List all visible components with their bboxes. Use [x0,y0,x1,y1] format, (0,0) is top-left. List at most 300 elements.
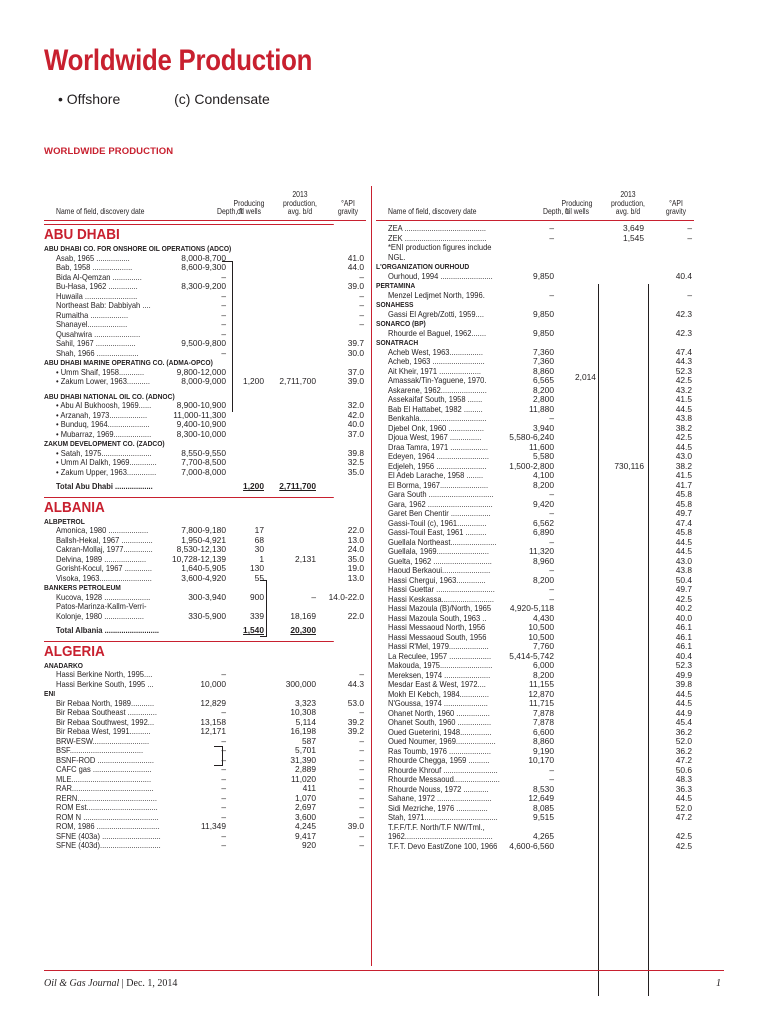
field-name: Hassi Mazoula South, 1963 .. [388,612,487,623]
header-depth: Depth, ft [217,207,243,217]
header-production: 2013 production, avg. b/d [283,190,317,217]
field-name: ROM Est.................................. [56,802,158,813]
api-value: 42.5 [675,432,692,443]
depth-value: 9,420 [533,498,554,509]
api-value: 40.4 [675,650,692,661]
field-name: Mokh El Kebch, 1984.............. [388,688,489,699]
header-wells: Producing oil wells [233,198,265,217]
field-name: Ras Toumb, 1976 .................... [388,745,491,756]
field-name: 1962.......................................... [388,831,493,842]
depth-value: 12,870 [528,688,554,699]
field-name: Ohanet South, 1960 ................ [388,717,492,728]
abu-dhabi-bracket [222,261,233,412]
depth-value: – [221,328,226,339]
operator-heading: SONATRACH [376,338,419,348]
depth-value: 7,360 [533,356,554,367]
depth-value: 330-5,900 [188,610,226,621]
depth-value: 8,860 [533,736,554,747]
api-value: 45.8 [675,489,692,500]
field-name: • Mubarraz, 1969.................. [56,428,152,439]
depth-value: 4,600-6,560 [509,840,554,851]
depth-value: 5,580-6,240 [509,432,554,443]
production-value: – [311,591,316,602]
field-name: Bir Rebaa Southeast .............. [56,707,157,718]
field-name: Gassi-Touil East, 1961 .......... [388,527,487,538]
operator-heading: ABU DHABI NATIONAL OIL CO. (ADNOC) [44,391,175,401]
api-value: – [359,811,364,822]
production-value: 18,169 [290,610,316,621]
wells-value: 68 [254,534,264,545]
depth-value: 8,600-9,300 [181,262,226,273]
field-name: Hassi Messaoud North, 1956 [388,622,486,633]
field-name: Menzel Ledjmet North, 1996. [388,289,485,300]
field-name: Huwaila ......................... [56,290,138,301]
depth-value: 12,171 [200,726,226,737]
depth-value: 9,500-9,800 [181,338,226,349]
depth-value: – [549,774,554,785]
field-name: • Zakum Upper, 1963.............. [56,466,157,477]
depth-value: – [221,783,226,794]
api-value: – [359,754,364,765]
api-value: 47.4 [675,517,692,528]
api-value: 39.7 [347,338,364,349]
depth-value: 12,649 [528,793,554,804]
api-value: 42.3 [675,327,692,338]
api-value: 36.2 [675,726,692,737]
depth-value: 7,760 [533,641,554,652]
production-value: 2,697 [295,802,316,813]
api-value: 22.0 [347,525,364,536]
field-name: Gara South ............................... [388,489,494,500]
api-value: 52.3 [675,660,692,671]
field-name: RAR....................................... [56,783,154,794]
depth-value: 8,200 [533,384,554,395]
depth-value: 9,850 [533,327,554,338]
api-value: 39.0 [347,821,364,832]
api-value: 39.0 [347,281,364,292]
depth-value: 6,000 [533,660,554,671]
api-value: 44.5 [675,403,692,414]
production-value: 16,198 [290,726,316,737]
legend-condensate: (c) Condensate [174,91,270,107]
operator-heading: ZAKUM DEVELOPMENT CO. (ZADCO) [44,439,165,449]
field-name: Edeyen, 1964 ......................... [388,451,489,462]
field-name: Mereksen, 1974 ...................... [388,669,491,680]
table-header [376,186,694,220]
field-name: Acheb, 1963 ......................... [388,356,485,367]
depth-value: 11,320 [529,546,554,557]
legend-offshore: • Offshore [58,91,121,107]
wells-value: 17 [254,525,264,536]
anadarko-bracket [214,746,223,766]
api-value: 39.0 [347,376,364,387]
field-name: ROM N .................................... [56,811,159,822]
depth-value: 8,000-9,000 [181,376,226,387]
table-header [44,186,366,220]
depth-value: 7,700-8,500 [181,457,226,468]
api-value: – [359,290,364,301]
operator-heading: SONARCO (BP) [376,319,426,329]
api-value: 35.0 [347,466,364,477]
field-name: Northeast Bab: Dabbiyah .... [56,300,151,311]
field-name: Djoua West, 1967 ............... [388,432,482,443]
production-value: 31,390 [290,754,316,765]
field-name: Edjeleh, 1956 ........................ [388,460,487,471]
depth-value: – [221,764,226,775]
wells-value: 1 [259,553,264,564]
depth-value: 8,300-9,200 [181,281,226,292]
api-value: 52.3 [675,365,692,376]
depth-value: 3,600-4,920 [181,572,226,583]
production-value: 5,701 [295,745,316,756]
sonatrach-wells-value: 2,014 [575,372,596,382]
depth-value: 11,349 [201,821,226,832]
api-value: – [359,792,364,803]
field-name: Patos-Marinza-Kallm-Verri- [56,601,147,612]
depth-value: – [549,593,554,604]
field-name: Hassi R'Mel, 1979................... [388,641,489,652]
wells-value: 1,200 [243,481,264,492]
field-name: Assekaifaf South, 1958 ....... [388,394,483,405]
api-value: – [359,271,364,282]
column-divider [371,186,372,966]
depth-value: 9,190 [533,745,554,756]
depth-value: 11,600 [529,441,554,452]
depth-value: 9,800-12,000 [176,366,226,377]
depth-value: 8,000-8,700 [181,252,226,263]
api-value: 50.4 [675,574,692,585]
operator-heading: ENI [44,689,56,699]
production-value: 730,116 [614,460,644,471]
depth-value: 9,850 [533,270,554,281]
field-name: Sidi Mezriche, 1976 ............... [388,802,488,813]
api-value: 32.0 [347,400,364,411]
api-value: 47.2 [675,812,692,823]
depth-value: – [549,223,554,234]
country-heading: ALGERIA [44,641,334,661]
api-value: 37.0 [347,428,364,439]
depth-value: 10,500 [528,631,554,642]
depth-value: 5,580 [533,451,554,462]
production-value: 10,308 [290,707,316,718]
depth-value: 4,430 [533,612,554,623]
depth-value: – [549,489,554,500]
api-value: – [359,707,364,718]
depth-value: 8,200 [533,574,554,585]
field-name: Gassi-Touil (c), 1961.............. [388,517,487,528]
api-value: – [359,735,364,746]
depth-value: – [221,792,226,803]
field-name: Ait Kheir, 1971 .................... [388,365,482,376]
field-name: Draa Tamra, 1971 .................. [388,441,488,452]
wells-value: 1,200 [243,376,264,387]
field-name: Sahane, 1972 .......................... [388,793,492,804]
depth-value: 8,860 [533,365,554,376]
field-name: Hassi Messaoud South, 1956 [388,631,487,642]
field-name: Delvina, 1989 .................... [56,553,147,564]
api-value: 45.4 [675,717,692,728]
field-name: Rhourde Chegga, 1959 .......... [388,755,490,766]
depth-value: 2,800 [533,394,554,405]
field-name: Guellala Northeast...................... [388,536,497,547]
api-value: 47.2 [675,755,692,766]
field-name: Rhourde Khrouf .......................... [388,764,498,775]
production-value: 1,070 [295,792,316,803]
depth-value: 8,550-9,550 [181,447,226,458]
api-value: – [687,223,692,234]
operator-heading: ANADARKO [44,660,83,670]
field-name: Bir Rebaa West, 1991.......... [56,726,151,737]
api-value: – [687,289,692,300]
api-value: 53.0 [347,697,364,708]
api-value: 41.5 [675,394,692,405]
operator-heading: PERTAMINA [376,281,416,291]
right-column [376,186,694,851]
production-value: 411 [302,783,316,794]
table-row [44,468,366,478]
operator-heading: L'ORGANIZATION OURHOUD [376,262,470,272]
field-name: ZEK ....................................... [388,232,487,243]
albania-bracket [260,580,267,637]
field-name: Shah, 1966 .................... [56,347,139,358]
field-name: Bu-Hasa, 1962 .............. [56,281,138,292]
field-name: Ourhoud, 1994 ......................... [388,270,493,281]
depth-value: 6,890 [533,527,554,538]
depth-value: 8,530-12,130 [176,544,226,555]
depth-value: – [221,754,226,765]
field-name: T.F.F/T.F. North/T.F NW/Tml., [388,821,485,832]
depth-value: – [221,707,226,718]
operator-heading: SONAHESS [376,300,414,310]
depth-value: – [221,290,226,301]
depth-value: 9,850 [533,308,554,319]
wells-value: 55 [254,572,264,583]
production-value: 3,649 [623,223,644,234]
production-value: 20,300 [290,625,316,636]
depth-value: 8,960 [533,555,554,566]
field-name: Kolonje, 1980 ................... [56,610,144,621]
field-name: Amassak/Tin-Yaguene, 1970. [388,375,487,386]
field-name: • Umm Al Dalkh, 1969............. [56,457,157,468]
api-value: 41.5 [675,470,692,481]
depth-value: 5,414-5,742 [509,650,554,661]
depth-value: 4,920-5,118 [509,603,554,614]
depth-value: – [549,536,554,547]
field-name: Benkahla................................ [388,413,487,424]
api-value: – [359,802,364,813]
production-value: 2,131 [295,553,316,564]
api-value: 44.5 [675,793,692,804]
depth-value: 1,640-5,905 [181,563,226,574]
table-row [44,349,366,359]
depth-value: – [221,830,226,841]
field-name: Guelta, 1962 ............................ [388,555,492,566]
section-heading: WORLDWIDE PRODUCTION [44,146,174,157]
depth-value: – [221,319,226,330]
depth-value: 11,000-11,300 [173,409,226,420]
api-value: 13.0 [347,572,364,583]
api-value: 36.2 [675,745,692,756]
field-name: NGL. [388,251,406,262]
depth-value: – [221,840,226,851]
api-value: 41.0 [347,252,364,263]
field-name: Bir Rebaa North, 1989........... [56,697,155,708]
depth-value: – [221,745,226,756]
production-bracket-line [648,284,649,996]
field-name: BRW-ESW........................... [56,735,150,746]
table-row [44,430,366,440]
depth-value: – [221,773,226,784]
api-value: 39.2 [347,726,364,737]
api-value: 44.5 [675,688,692,699]
production-value: 4,245 [295,821,316,832]
field-name: BSF................................... [56,745,144,756]
api-value: 42.5 [675,831,692,842]
header-production: 2013 production, avg. b/d [611,190,645,217]
depth-value: 11,155 [529,679,554,690]
depth-value: 3,940 [533,422,554,433]
api-value: 42.3 [675,308,692,319]
field-name: Djebel Onk, 1960 ................. [388,422,484,433]
wells-value: 1,540 [243,625,264,636]
api-value: – [359,783,364,794]
depth-value: 12,829 [200,697,226,708]
operator-heading: BANKERS PETROLEUM [44,583,121,593]
wells-value: 130 [250,563,264,574]
api-value: 43.2 [675,384,692,395]
field-name: Oued Noumer, 1969................... [388,736,496,747]
footer-journal: Oil & Gas Journal [44,978,120,989]
api-value: 35.0 [347,553,364,564]
depth-value: 10,000 [200,678,226,689]
depth-value: 8,085 [533,802,554,813]
api-value: 42.5 [675,593,692,604]
field-name: Bab, 1958 ................... [56,262,133,273]
production-value: 1,545 [623,232,644,243]
api-value: 44.5 [675,536,692,547]
field-name: Amonica, 1980 ................... [56,525,149,536]
api-value: 44.0 [347,262,364,273]
country-heading: ABU DHABI [44,224,334,244]
field-name: Shanayel................... [56,319,128,330]
api-value: 46.1 [675,641,692,652]
api-value: – [359,745,364,756]
depth-value: 8,300-10,000 [176,428,226,439]
production-value: 3,323 [295,697,316,708]
table-row [376,253,694,263]
field-name: Ohanet North, 1960 ................ [388,707,490,718]
wells-bracket-line [598,284,599,996]
depth-value: 8,200 [533,669,554,680]
api-value: 49.9 [675,669,692,680]
wells-value: 900 [250,591,264,602]
table-row [44,574,366,584]
field-name: ZEA ....................................... [388,223,487,234]
depth-value: 8,530 [533,783,554,794]
api-value: 46.1 [675,622,692,633]
field-name: Cakran-Mollaj, 1977.............. [56,544,153,555]
field-name: Rumaitha .................. [56,309,129,320]
api-value: 40.4 [675,270,692,281]
field-name: Visoka, 1963......................... [56,572,152,583]
field-name: Oued Gueterini, 1948............... [388,726,492,737]
operator-heading: ABU DHABI CO. FOR ONSHORE OIL OPERATIONS (ADCO) [44,244,232,254]
depth-value: – [221,802,226,813]
api-value: – [359,300,364,311]
api-value: 44.9 [675,707,692,718]
operator-heading: ABU DHABI MARINE OPERATING CO. (ADMA-OPCO) [44,358,213,368]
right-rows [376,224,694,851]
api-value: 45.8 [675,498,692,509]
depth-value: – [549,413,554,424]
field-name: SFNE (403a) ............................ [56,830,161,841]
api-value: 22.0 [347,610,364,621]
footer-rule [44,970,724,971]
production-value: 2,711,700 [279,376,316,387]
api-value: – [359,830,364,841]
field-name: Bab El Hattabet, 1982 ......... [388,403,483,414]
depth-value: 8,900-10,900 [176,400,226,411]
depth-value: – [549,565,554,576]
api-value: – [359,840,364,851]
production-value: 11,020 [291,773,316,784]
api-value: 49.7 [675,584,692,595]
table-row [376,272,694,282]
field-name: Hassi Chergui, 1963.............. [388,574,486,585]
api-value: 48.3 [675,774,692,785]
api-value: 39.8 [675,679,692,690]
depth-value: – [221,735,226,746]
api-value: 36.3 [675,783,692,794]
api-value: 50.6 [675,764,692,775]
depth-value: 13,158 [200,716,226,727]
field-name: Haoud Berkaoui....................... [388,565,491,576]
field-name: Gorisht-Kocul, 1967 ............. [56,563,152,574]
field-name: El Borma, 1967....................... [388,479,489,490]
depth-value: 7,360 [533,346,554,357]
api-value: 44.3 [675,356,692,367]
header-rule [44,220,366,221]
depth-value: 8,200 [533,479,554,490]
field-name: • Umm Shaif, 1958............ [56,366,145,377]
production-value: 587 [302,735,316,746]
field-name: Bir Rebaa Southwest, 1992... [56,716,155,727]
depth-value: – [221,300,226,311]
field-name: Rhourde Nouss, 1972 ............ [388,783,489,794]
field-name: Hassi Berkine North, 1995.... [56,669,153,680]
field-name: Guellala, 1969......................... [388,546,489,557]
depth-value: 6,562 [533,517,554,528]
depth-value: – [549,289,554,300]
header-rule [376,220,694,221]
api-value: – [359,669,364,680]
field-name: Hassi Mazoula (B)/North, 1965 [388,603,492,614]
api-value: 44.5 [675,698,692,709]
api-value: 47.4 [675,346,692,357]
header-api: °API gravity [337,198,359,217]
depth-value: 6,565 [533,375,554,386]
api-value: 52.0 [675,802,692,813]
legend [58,91,270,107]
field-name: RERN...................................... [56,792,157,803]
total-row [44,482,366,492]
api-value: – [687,232,692,243]
field-name: • Zakum Lower, 1963........... [56,376,150,387]
depth-value: 7,000-8,000 [181,466,226,477]
field-name: Garet Ben Chentir ................... [388,508,491,519]
field-name: Gara, 1962 ............................... [388,498,493,509]
header-wells: Producing oil wells [561,198,593,217]
